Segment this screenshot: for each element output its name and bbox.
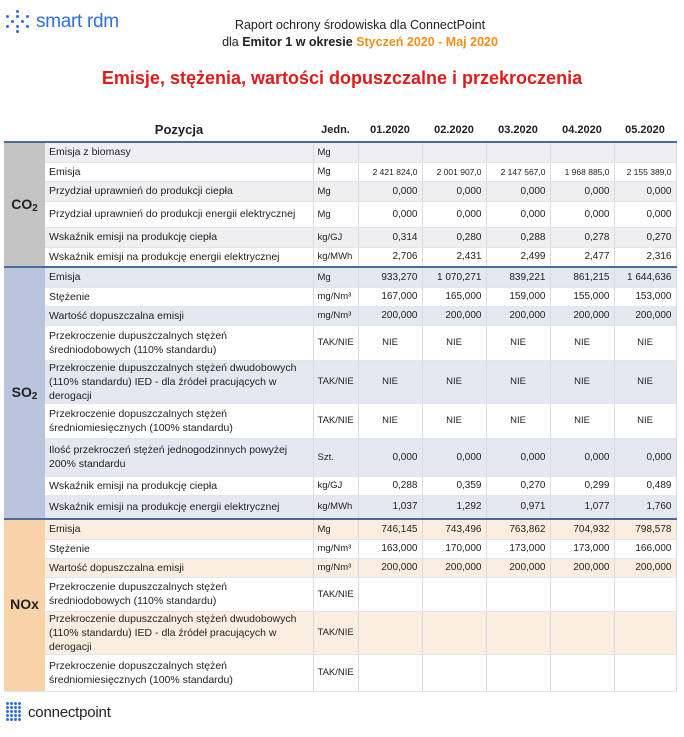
position-name: Ilość przekroczeń stężeń jednogodzinnych powyżej 200% standardu: [45, 438, 313, 476]
value-cell: 200,000: [614, 306, 676, 325]
unit-cell: TAK/NIE: [313, 325, 358, 360]
line2-prefix: dla: [222, 35, 243, 49]
unit-cell: Mg: [313, 181, 358, 201]
value-cell: [422, 142, 486, 162]
group-label-subscript: 2: [31, 391, 38, 402]
value-cell: 0,000: [422, 201, 486, 227]
group-label-text: NOx: [10, 596, 39, 613]
group-label-text: SO: [11, 384, 32, 400]
group-label-nox: [4, 519, 45, 691]
value-cell: [550, 577, 614, 611]
group-label-co2: [4, 142, 45, 267]
value-cell: NIE: [614, 325, 676, 360]
position-name: Stężenie: [45, 287, 313, 306]
value-cell: 0,000: [614, 181, 676, 201]
header-month: 04.2020: [562, 123, 602, 136]
value-cell: [486, 611, 550, 654]
table-row: [4, 438, 676, 476]
position-name: Emisja: [45, 162, 313, 181]
header-month: 03.2020: [498, 123, 538, 136]
table-row: [4, 287, 676, 306]
unit-cell: mg/Nm³: [313, 306, 358, 325]
table-row: [4, 142, 676, 162]
unit-cell: mg/Nm³: [313, 558, 358, 577]
value-cell: 0,359: [422, 476, 486, 495]
page-title: Emisje, stężenia, wartości dopuszczalne i przekroczenia: [101, 68, 583, 88]
value-cell: 2,499: [486, 247, 550, 267]
unit-cell: Mg: [313, 201, 358, 227]
position-name: Wskaźnik emisji na produkcję ciepła: [45, 227, 313, 247]
value-cell: 0,000: [550, 438, 614, 476]
value-cell: 1 644,636: [614, 267, 676, 287]
value-cell: 0,288: [486, 227, 550, 247]
table-row: [4, 495, 676, 519]
unit-cell: kg/GJ: [313, 476, 358, 495]
unit-cell: mg/Nm³: [313, 287, 358, 306]
value-cell: NIE: [614, 403, 676, 438]
value-cell: 1,760: [614, 495, 676, 519]
value-cell: 0,278: [550, 227, 614, 247]
value-cell: 153,000: [614, 287, 676, 306]
value-cell: 0,270: [614, 227, 676, 247]
value-cell: 746,145: [358, 519, 422, 539]
group-label-text: CO: [11, 195, 33, 212]
connectpoint-logo: [6, 702, 111, 722]
value-cell: [422, 611, 486, 654]
connectpoint-wordmark: connectpoint: [28, 703, 111, 721]
value-cell: 2 001 907,0: [422, 162, 486, 181]
emitter-name: Emitor 1: [242, 35, 293, 49]
value-cell: 0,000: [358, 181, 422, 201]
value-cell: 0,000: [422, 438, 486, 476]
value-cell: 200,000: [358, 306, 422, 325]
position-name: Przekroczenie dupuszczalnych stężeń dwudobowych (110% standardu) IED - dla źródeł pracujących w derogacji: [45, 611, 313, 654]
header-month: 01.2020: [370, 123, 410, 136]
unit-cell: mg/Nm³: [313, 539, 358, 558]
value-cell: 704,932: [550, 519, 614, 539]
position-name: Przydział uprawnień do produkcji ciepła: [45, 181, 313, 201]
value-cell: 0,299: [550, 476, 614, 495]
value-cell: [358, 654, 422, 691]
unit-cell: Mg: [313, 519, 358, 539]
value-cell: 2,477: [550, 247, 614, 267]
value-cell: 167,000: [358, 287, 422, 306]
value-cell: [614, 654, 676, 691]
position-name: Stężenie: [45, 539, 313, 558]
value-cell: 166,000: [614, 539, 676, 558]
value-cell: 200,000: [614, 558, 676, 577]
value-cell: [614, 142, 676, 162]
report-subtitle-line1: Raport ochrony środowiska dla ConnectPoint: [234, 18, 486, 32]
smart-rdm-dots-icon: [6, 10, 30, 34]
unit-cell: TAK/NIE: [313, 403, 358, 438]
header-month: 05.2020: [625, 123, 665, 136]
value-cell: 0,314: [358, 227, 422, 247]
value-cell: NIE: [486, 360, 550, 403]
value-cell: 173,000: [550, 539, 614, 558]
value-cell: 0,000: [358, 438, 422, 476]
value-cell: 2 155 389,0: [614, 162, 676, 181]
position-name: Wartość dopuszczalna emisji: [45, 558, 313, 577]
value-cell: [550, 611, 614, 654]
position-name: Przydział uprawnień do produkcji energii elektrycznej: [45, 201, 313, 227]
header-position: Pozycja: [154, 122, 204, 137]
value-cell: NIE: [486, 325, 550, 360]
smart-rdm-wordmark: smart rdm: [36, 11, 119, 32]
position-name: Emisja: [45, 519, 313, 539]
value-cell: 0,000: [614, 201, 676, 227]
value-cell: NIE: [422, 325, 486, 360]
value-cell: [614, 611, 676, 654]
value-cell: 839,221: [486, 267, 550, 287]
value-cell: 2 421 824,0: [358, 162, 422, 181]
value-cell: [422, 654, 486, 691]
table-row: [4, 519, 676, 539]
table-header-row: [4, 118, 676, 142]
value-cell: 0,288: [358, 476, 422, 495]
unit-cell: kg/MWh: [313, 495, 358, 519]
value-cell: 200,000: [550, 558, 614, 577]
value-cell: 0,270: [486, 476, 550, 495]
value-cell: 200,000: [422, 558, 486, 577]
value-cell: NIE: [422, 403, 486, 438]
value-cell: 743,496: [422, 519, 486, 539]
value-cell: 933,270: [358, 267, 422, 287]
value-cell: 1 968 885,0: [550, 162, 614, 181]
position-name: Wskaźnik emisji na produkcję ciepła: [45, 476, 313, 495]
value-cell: 763,862: [486, 519, 550, 539]
unit-cell: TAK/NIE: [313, 654, 358, 691]
value-cell: 798,578: [614, 519, 676, 539]
value-cell: 0,000: [550, 181, 614, 201]
table-row: [4, 611, 676, 654]
position-name: Przekroczenie dopuszczalnych stężeń średniomiesięcznych (100% standardu): [45, 654, 313, 691]
unit-cell: TAK/NIE: [313, 611, 358, 654]
position-name: Emisja z biomasy: [45, 142, 313, 162]
table-row: [4, 247, 676, 267]
value-cell: 2,706: [358, 247, 422, 267]
unit-cell: Mg: [313, 267, 358, 287]
value-cell: [614, 577, 676, 611]
value-cell: 0,000: [358, 201, 422, 227]
table-row: [4, 162, 676, 181]
value-cell: NIE: [550, 325, 614, 360]
line2-mid: w okresie: [292, 35, 357, 49]
value-cell: 1,292: [422, 495, 486, 519]
table-row: [4, 181, 676, 201]
value-cell: [486, 142, 550, 162]
connectpoint-dots-icon: [6, 702, 22, 722]
value-cell: 200,000: [486, 306, 550, 325]
value-cell: 0,000: [550, 201, 614, 227]
table-row: [4, 654, 676, 691]
value-cell: 1,037: [358, 495, 422, 519]
value-cell: 170,000: [422, 539, 486, 558]
value-cell: 2,431: [422, 247, 486, 267]
table-row: [4, 558, 676, 577]
position-name: Wskaźnik emisji na produkcję energii elektrycznej: [45, 495, 313, 519]
value-cell: NIE: [422, 360, 486, 403]
value-cell: 0,000: [614, 438, 676, 476]
report-period: Styczeń 2020 - Maj 2020: [356, 35, 498, 49]
position-name: Emisja: [45, 267, 313, 287]
unit-cell: kg/MWh: [313, 247, 358, 267]
value-cell: 200,000: [486, 558, 550, 577]
value-cell: 200,000: [550, 306, 614, 325]
value-cell: NIE: [358, 360, 422, 403]
value-cell: [358, 142, 422, 162]
value-cell: 200,000: [358, 558, 422, 577]
position-name: Wartość dopuszczalna emisji: [45, 306, 313, 325]
header-group: [4, 118, 45, 142]
value-cell: NIE: [486, 403, 550, 438]
value-cell: [486, 577, 550, 611]
unit-cell: Szt.: [313, 438, 358, 476]
value-cell: 2,316: [614, 247, 676, 267]
report-subtitle-line2: [160, 34, 560, 51]
value-cell: 163,000: [358, 539, 422, 558]
table-row: [4, 227, 676, 247]
value-cell: 0,000: [486, 181, 550, 201]
group-label-so2: [4, 267, 45, 519]
value-cell: 2 147 567,0: [486, 162, 550, 181]
emissions-table: [4, 118, 677, 692]
group-label-subscript: 2: [32, 202, 38, 214]
unit-cell: TAK/NIE: [313, 360, 358, 403]
value-cell: 1 070,271: [422, 267, 486, 287]
unit-cell: Mg: [313, 162, 358, 181]
header-month: 02.2020: [434, 123, 474, 136]
table-row: [4, 201, 676, 227]
header-unit: Jedn.: [321, 123, 350, 136]
value-cell: [550, 654, 614, 691]
value-cell: NIE: [358, 325, 422, 360]
table-row: [4, 577, 676, 611]
value-cell: 159,000: [486, 287, 550, 306]
value-cell: 0,000: [486, 438, 550, 476]
report-header: [160, 17, 560, 51]
position-name: Przekroczenie dupuszczalnych stężeń dwudobowych (110% standardu) IED - dla źródeł pracujących w derogacji: [45, 360, 313, 403]
table-row: [4, 403, 676, 438]
value-cell: 165,000: [422, 287, 486, 306]
value-cell: 0,000: [486, 201, 550, 227]
smart-rdm-logo: [6, 10, 119, 34]
value-cell: 0,000: [422, 181, 486, 201]
value-cell: 0,971: [486, 495, 550, 519]
value-cell: [550, 142, 614, 162]
value-cell: 1,077: [550, 495, 614, 519]
table-row: [4, 476, 676, 495]
position-name: Przekroczenie dupuszczalnych stężeń średniodobowych (110% standardu): [45, 325, 313, 360]
value-cell: 173,000: [486, 539, 550, 558]
value-cell: NIE: [614, 360, 676, 403]
value-cell: 155,000: [550, 287, 614, 306]
value-cell: 0,489: [614, 476, 676, 495]
unit-cell: kg/GJ: [313, 227, 358, 247]
table-row: [4, 325, 676, 360]
value-cell: [358, 611, 422, 654]
value-cell: 200,000: [422, 306, 486, 325]
position-name: Wskaźnik emisji na produkcję energii elektrycznej: [45, 247, 313, 267]
position-name: Przekroczenie dopuszczalnych stężeń średniomiesięcznych (100% standardu): [45, 403, 313, 438]
table-row: [4, 360, 676, 403]
value-cell: [358, 577, 422, 611]
unit-cell: Mg: [313, 142, 358, 162]
value-cell: [486, 654, 550, 691]
value-cell: 861,215: [550, 267, 614, 287]
value-cell: NIE: [550, 403, 614, 438]
value-cell: 0,280: [422, 227, 486, 247]
value-cell: NIE: [550, 360, 614, 403]
value-cell: NIE: [358, 403, 422, 438]
position-name: Przekroczenie dupuszczalnych stężeń średniodobowych (110% standardu): [45, 577, 313, 611]
value-cell: [422, 577, 486, 611]
table-row: [4, 306, 676, 325]
table-row: [4, 539, 676, 558]
table-row: [4, 267, 676, 287]
unit-cell: TAK/NIE: [313, 577, 358, 611]
